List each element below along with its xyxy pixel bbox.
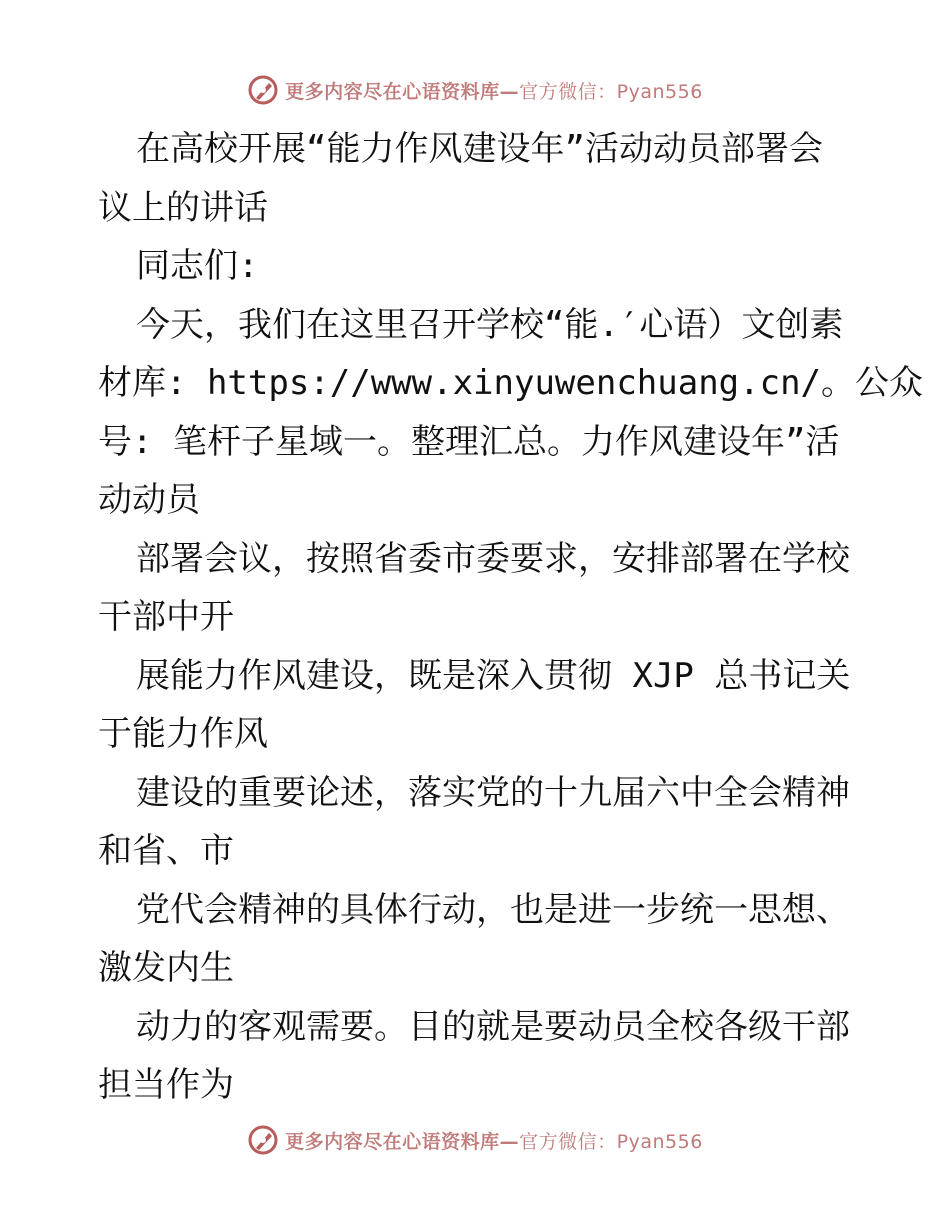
paragraph-line: 激发内生 <box>98 948 234 988</box>
document-body <box>98 120 924 1115</box>
paragraph-line: 材库: https://www.xinyuwenchuang.cn/。公众 <box>98 363 924 403</box>
header-watermark-banner <box>0 70 950 110</box>
salutation: 同志们: <box>136 246 259 286</box>
paragraph-line: 动动员 <box>98 480 200 520</box>
paragraph-line: 建设的重要论述，落实党的十九届六中全会精神 <box>136 772 850 813</box>
paragraph-line: 部署会议，按照省委市委要求，安排部署在学校 <box>136 538 850 579</box>
title-line-2: 议上的讲话 <box>98 187 268 228</box>
paragraph-line: 展能力作风建设，既是深入贯彻 XJP 总书记关 <box>136 655 851 696</box>
paragraph-line: 动力的客观需要。目的就是要动员全校各级干部 <box>136 1006 850 1047</box>
paragraph-line: 今天，我们在这里召开学校“能.′心语）文创素 <box>136 304 844 345</box>
pen-logo-icon <box>247 74 279 106</box>
watermark-text: 更多内容尽在心语资料库— <box>285 80 520 103</box>
title-line-1: 在高校开展“能力作风建设年”活动动员部署会 <box>136 129 823 169</box>
paragraph-line: 担当作为 <box>98 1065 234 1105</box>
watermark-wechat: 官方微信：Pyan556 <box>519 1130 703 1153</box>
paragraph-line: 于能力作风 <box>98 714 268 754</box>
watermark-wechat: 官方微信：Pyan556 <box>519 80 703 103</box>
paragraph-line: 号: 笔杆子星域一。整理汇总。力作风建设年”活 <box>98 421 840 462</box>
paragraph-line: 党代会精神的具体行动，也是进一步统一思想、 <box>136 889 850 930</box>
footer-watermark-banner <box>0 1120 950 1160</box>
watermark-text: 更多内容尽在心语资料库— <box>285 1130 520 1153</box>
paragraph-line: 干部中开 <box>98 597 234 637</box>
paragraph-line: 和省、市 <box>98 831 234 871</box>
pen-logo-icon <box>247 1124 279 1156</box>
